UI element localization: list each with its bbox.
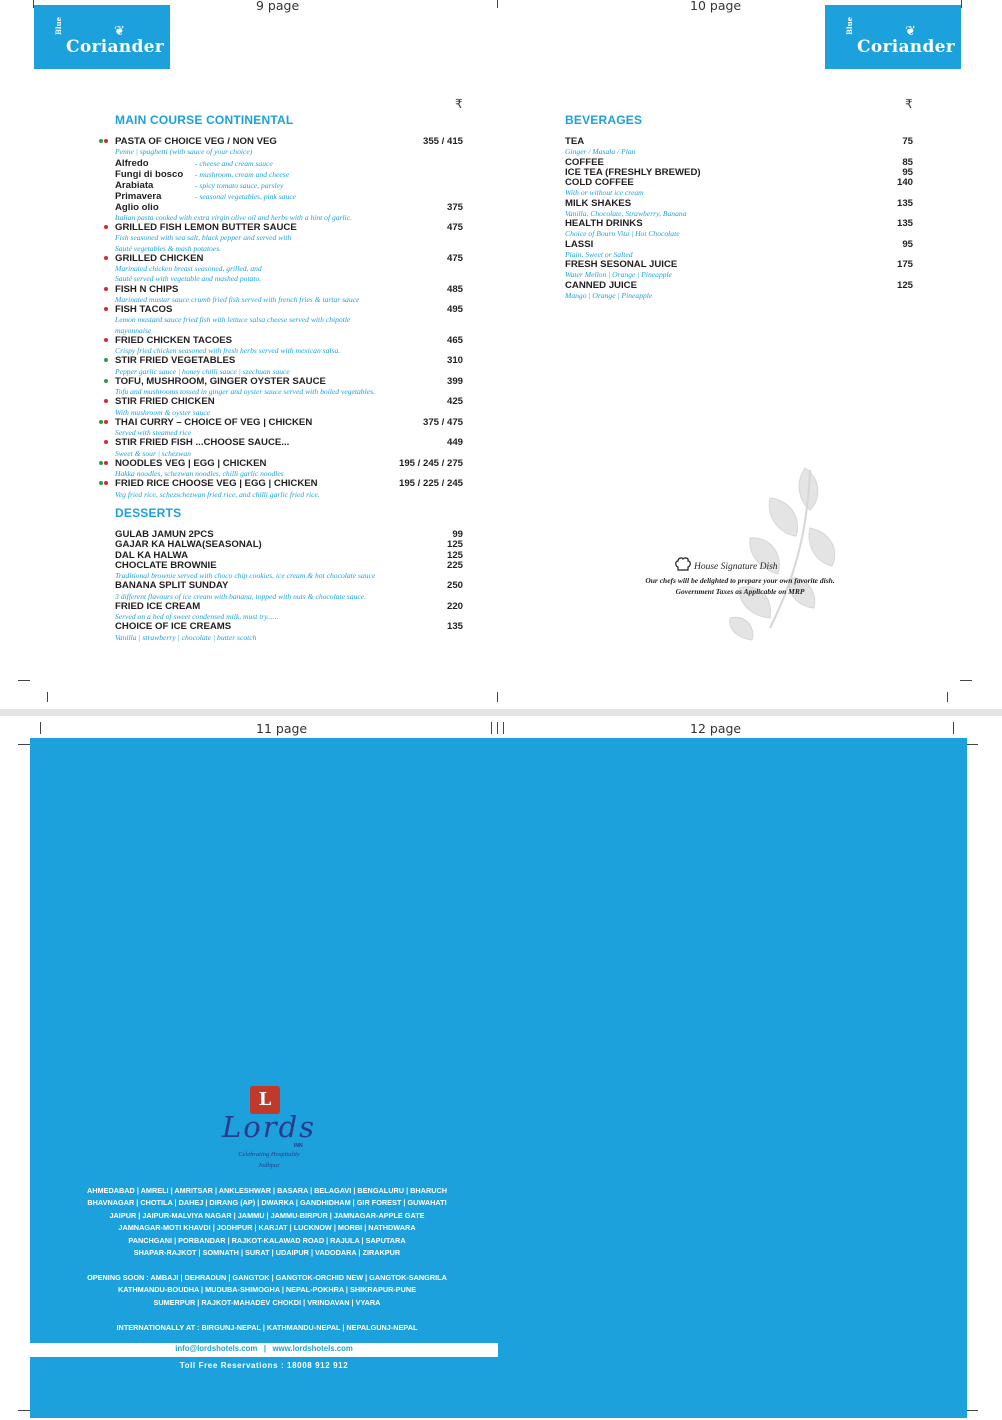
crop-mark: [497, 0, 498, 8]
veg-nonveg-indicator-icon: [99, 338, 113, 344]
menu-item-name: GAJAR KA HALWA(SEASONAL): [115, 539, 262, 551]
menu-item-name: STIR FRIED VEGETABLES: [115, 355, 236, 367]
menu-sub-option-description: - mushroom, cream and cheese: [195, 169, 290, 179]
main-course-title: MAIN COURSE CONTINENTAL: [115, 113, 294, 127]
crop-mark: [18, 1410, 30, 1411]
menu-sub-option: [115, 158, 463, 169]
signature-note-line2: Government Taxes as Applicable on MRP: [675, 586, 805, 596]
crop-mark: [947, 692, 948, 702]
main-course-list: [115, 137, 463, 500]
menu-item-price: 425: [446, 396, 463, 408]
menu-sub-option-name: Arabiata: [115, 180, 154, 192]
locations-list: [60, 1185, 474, 1259]
menu-item-price: 125: [446, 539, 463, 551]
menu-item-description: Served on a bed of sweet condensed milk, must try......: [115, 612, 279, 622]
crop-mark: [47, 692, 48, 702]
menu-item: [565, 178, 913, 188]
menu-item-description: Tofu and mushrooms tossed in ginger and oyster sauce served with boiled vegetables.: [115, 387, 375, 397]
menu-item-description: mayonnaise: [115, 325, 152, 335]
menu-item-name: MILK SHAKES: [565, 197, 632, 209]
veg-nonveg-indicator-icon: [99, 461, 113, 467]
menu-item-description: Choice of Bourn Vita | Hot Chocolate: [565, 229, 680, 239]
menu-item-description: Marinated mustar sauce crumb fried fish served with french fries & tartar sauce: [115, 294, 360, 304]
menu-item-name: STIR FRIED CHICKEN: [115, 396, 215, 408]
menu-item-description: Mango | Orange | Pineapple: [565, 290, 653, 300]
coriander-leaf-illustration: [710, 458, 860, 648]
menu-item-price: 175: [896, 259, 913, 271]
menu-item-description: Water Mellon | Orange | Pineapple: [565, 270, 673, 280]
menu-item-price: 125: [446, 549, 463, 561]
menu-item-description: With or without ice cream: [565, 188, 644, 198]
crop-mark: [40, 722, 41, 734]
veg-nonveg-indicator-icon: [99, 440, 113, 446]
menu-item-name: GRILLED FISH LEMON BUTTER SAUCE: [115, 222, 297, 234]
veg-nonveg-indicator-icon: [99, 139, 113, 145]
menu-item-description: Ginger / Masala / Plan: [565, 147, 636, 157]
menu-item-name: FISH N CHIPS: [115, 283, 179, 295]
menu-item-description: Pepper garlic sauce | honey chilli sauce | szechuan sauce: [115, 366, 290, 376]
menu-item: [115, 581, 463, 591]
menu-item-price: 135: [446, 621, 463, 633]
menu-item-price: 485: [446, 283, 463, 295]
menu-item-name: FISH TACOS: [115, 304, 173, 316]
crop-mark: [961, 0, 962, 8]
menu-item-description: Vanilla | strawberry | chocolate | butter scotch: [115, 632, 257, 642]
menu-item: [565, 219, 913, 229]
menu-item-description: Sauté vegetables & mash potatoes.: [115, 243, 222, 253]
desserts-title: DESSERTS: [115, 506, 182, 520]
menu-item-name: CANNED JUICE: [565, 279, 637, 291]
menu-item-name: GRILLED CHICKEN: [115, 252, 204, 264]
menu-sub-option: [115, 169, 463, 180]
menu-item-name: HEALTH DRINKS: [565, 218, 643, 230]
menu-sub-option-description: - seasonal vegetables, pink sauce: [195, 192, 297, 202]
menu-sub-option-description: - cheese and cream sauce: [195, 158, 273, 168]
menu-item: [115, 397, 463, 407]
menu-item-name: FRIED CHICKEN TACOES: [115, 334, 233, 346]
location-line: JAMNAGAR-MOTI KHAVDI | JODHPUR | KARJAT | LUCKNOW | MORBI | NATHDWARA: [118, 1223, 416, 1233]
menu-item: [565, 260, 913, 270]
menu-item-name: PASTA OF CHOICE VEG / NON VEG: [115, 136, 277, 147]
menu-item: [565, 199, 913, 209]
menu-item-name: FRIED ICE CREAM: [115, 600, 201, 612]
signature-label: House Signature Dish: [694, 562, 778, 572]
menu-sub-option-description: - spicy tomato sauce, parsley: [195, 181, 284, 191]
menu-item-description: Marinated chicken breast seasoned, grilled, and: [115, 264, 262, 274]
toll-free-reservations: Toll Free Reservations : 18008 912 912: [179, 1361, 349, 1370]
menu-item-name: CHOCLATE BROWNIE: [115, 559, 217, 571]
menu-item-price: 449: [446, 437, 463, 449]
crop-mark: [966, 744, 978, 745]
menu-item-price: 195 / 225 / 245: [398, 478, 463, 490]
signature-note: [600, 576, 880, 597]
menu-item-description: Traditional brownie served with choco chip cookies, ice cream & hot chocolate sauce: [115, 571, 376, 581]
menu-item-price: 475: [446, 222, 463, 234]
crop-mark: [960, 680, 972, 681]
veg-nonveg-indicator-icon: [99, 307, 113, 313]
location-line: AHMEDABAD | AMRELI | AMRITSAR | ANKLESHWAR | BASARA | BELAGAVI | BENGALURU | BHARUCH: [86, 1186, 448, 1195]
veg-nonveg-indicator-icon: [99, 225, 113, 231]
menu-item-name: TEA: [565, 136, 585, 147]
menu-item-name: DAL KA HALWA: [115, 549, 189, 561]
menu-item: [115, 418, 463, 428]
veg-nonveg-indicator-icon: [99, 399, 113, 405]
rupee-symbol: ₹: [455, 97, 463, 111]
menu-item-name: CHOICE OF ICE CREAMS: [115, 621, 232, 633]
page-number-12: 12 page: [690, 721, 742, 736]
logo-blue-text: Blue: [845, 16, 854, 35]
location-line: OPENING SOON : AMBAJI | DEHRADUN | GANGTOK | GANGTOK-ORCHID NEW | GANGTOK-SANGRILA: [87, 1273, 447, 1282]
sheet-divider: [0, 709, 1002, 716]
menu-item-price: 95: [902, 238, 913, 250]
menu-item-name: ICE TEA (FRESHLY BREWED): [565, 166, 701, 178]
menu-item-price: 140: [896, 177, 913, 189]
location-line: JAIPUR | JAIPUR-MALVIYA NAGAR | JAMMU | JAMMU-BIRPUR | JAMNAGAR-APPLE GATE: [109, 1210, 425, 1220]
menu-item-name: THAI CURRY – CHOICE OF VEG | CHICKEN: [115, 416, 313, 428]
menu-item: [115, 223, 463, 233]
desserts-list: [115, 530, 463, 643]
location-line: SUMERPUR | RAJKOT-MAHADEV CHOKDI | VRINDAVAN | VYARA: [153, 1297, 381, 1307]
crop-mark: [953, 722, 954, 734]
menu-item-price: 95: [902, 166, 913, 178]
location-line: PANCHGANI | PORBANDAR | RAJKOT-KALAWAD ROAD | RAJULA | SAPUTARA: [128, 1235, 406, 1245]
menu-item-name: LASSI: [565, 238, 594, 250]
menu-item-description: Crispy fried chicken seasoned with fresh herbs served with mexican salsa.: [115, 346, 341, 356]
menu-item-description: 3 different flavours of ice cream with banana, topped with nuts & chocolate sauce.: [115, 591, 367, 601]
menu-item-name: FRESH SESONAL JUICE: [565, 259, 678, 271]
beverages-list: [565, 137, 913, 301]
menu-item-price: 225: [446, 559, 463, 571]
menu-item: [115, 479, 463, 489]
logo-name: Coriander: [857, 37, 956, 57]
chef-hat-icon: [674, 556, 692, 572]
menu-item: [115, 254, 463, 264]
menu-sub-option-name: Fungi di bosco: [115, 168, 184, 180]
location-line: KATHMANDU-BOUDHA | MUDUBA-SHIMOGHA | NEPAL-POKHRA | SHIKRAPUR-PUNE: [117, 1285, 417, 1295]
menu-sub-option-name: Alfredo: [115, 157, 149, 169]
menu-item-description: Vanilla, Chocolate, Strawberry, Banana: [565, 208, 687, 218]
menu-item-description: Fish seasoned with sea salt, black pepper and served with: [115, 233, 292, 243]
menu-item-price: 375: [446, 201, 463, 213]
menu-item-description: Sauté served with vegetable and mashed potato.: [115, 274, 262, 284]
page-number-9: 9 page: [256, 0, 300, 13]
veg-nonveg-indicator-icon: [99, 481, 113, 487]
menu-item-price: 399: [446, 375, 463, 387]
menu-item: [115, 459, 463, 469]
menu-item-description: Penne | spaghetti (with sauce of your choice): [115, 147, 253, 157]
lords-city: Jodhpur: [258, 1162, 280, 1169]
lords-tagline: Celebrating Hospitality: [238, 1151, 300, 1158]
menu-sub-option-name: Primavera: [115, 191, 162, 203]
coriander-logo-left: [34, 5, 170, 69]
menu-item-description: With mushroom & oyster sauce: [115, 407, 211, 417]
menu-item: [115, 622, 463, 632]
leaf-icon: ❦: [905, 23, 916, 38]
veg-nonveg-indicator-icon: [99, 287, 113, 293]
page-number-10: 10 page: [690, 0, 742, 13]
menu-item: [565, 281, 913, 291]
location-line: BHAVNAGAR | CHOTILA | DAHEJ | DIRANG (AP) | DWARKA | GANDHIDHAM | GIR FOREST | GUWAHATI: [87, 1198, 447, 1208]
lords-inn: INN: [294, 1143, 303, 1149]
crop-mark: [966, 1410, 978, 1411]
logo-name: Coriander: [66, 37, 165, 57]
signature-note-line1: Our chefs will be delighted to prepare your own favorite dish.: [645, 576, 835, 585]
menu-item: [115, 356, 463, 366]
menu-item: [115, 438, 463, 448]
menu-item-price: 135: [896, 218, 913, 230]
menu-item: [115, 377, 463, 387]
menu-item-price: 125: [896, 279, 913, 291]
menu-item: [565, 137, 913, 147]
crop-mark: [18, 744, 30, 745]
veg-nonveg-indicator-icon: [99, 420, 113, 426]
opening-soon-list: [60, 1272, 474, 1309]
menu-item-description: Italian pasta cooked with extra virgin olive oil and herbs with a hint of garlic.: [115, 212, 353, 222]
menu-item-description: Sweet & sour | schezwan: [115, 448, 191, 458]
menu-item-name: BANANA SPLIT SUNDAY: [115, 580, 229, 592]
page-number-11: 11 page: [256, 721, 308, 736]
logo-blue-text: Blue: [54, 16, 63, 35]
menu-item-price: 220: [446, 600, 463, 612]
menu-item: [115, 285, 463, 295]
menu-item-price: 250: [446, 580, 463, 592]
menu-item-price: 85: [902, 156, 913, 168]
menu-item-name: NOODLES VEG | EGG | CHICKEN: [115, 457, 267, 469]
menu-item-price: 355 / 415: [422, 136, 463, 147]
menu-item-price: 195 / 245 / 275: [398, 457, 463, 469]
menu-item-price: 135: [896, 197, 913, 209]
menu-item-price: 465: [446, 334, 463, 346]
menu-item-description: Veg fried rice, schezschezwan fried rice, and chilli garlic fried rice.: [115, 489, 320, 499]
menu-item-name: TOFU, MUSHROOM, GINGER OYSTER SAUCE: [115, 375, 326, 387]
menu-item: [115, 203, 463, 213]
beverages-title: BEVERAGES: [565, 113, 643, 127]
crop-mark: [491, 722, 492, 734]
menu-item-price: 475: [446, 252, 463, 264]
menu-item-description: Plain, Sweet or Salted: [565, 249, 633, 259]
menu-item-price: 375 / 475: [422, 416, 463, 428]
menu-sub-option: [115, 191, 463, 202]
menu-item-name: COLD COFFEE: [565, 177, 634, 189]
location-line: SHAPAR-RAJKOT | SOMNATH | SURAT | UDAIPUR | VADODARA | ZIRAKPUR: [133, 1248, 401, 1258]
menu-item-description: Hakka noodles, schezwan noodles, chilli garlic noodles: [115, 469, 284, 479]
menu-item-name: COFFEE: [565, 156, 604, 168]
menu-item-price: 75: [902, 136, 913, 147]
crop-mark: [497, 692, 498, 702]
menu-item-name: STIR FRIED FISH ...CHOOSE SAUCE...: [115, 437, 290, 449]
menu-item-name: FRIED RICE CHOOSE VEG | EGG | CHICKEN: [115, 478, 318, 490]
menu-sub-option: [115, 180, 463, 191]
veg-nonveg-indicator-icon: [99, 256, 113, 262]
veg-nonveg-indicator-icon: [99, 358, 113, 364]
contact-info[interactable]: info@lordshotels.com | www.lordshotels.com: [175, 1344, 353, 1353]
lords-name: Lords: [221, 1110, 317, 1144]
coriander-logo-right: [825, 5, 961, 69]
leaf-icon: ❦: [114, 23, 125, 38]
crop-mark: [503, 722, 504, 734]
crop-mark: [497, 722, 498, 734]
menu-item-price: 495: [446, 304, 463, 316]
menu-item-name: GULAB JAMUN 2PCS: [115, 529, 214, 540]
menu-item: [115, 305, 463, 315]
international-locations: INTERNATIONALLY AT : BIRGUNJ-NEPAL | KATHMANDU-NEPAL | NEPALGUNJ-NEPAL: [116, 1323, 418, 1332]
menu-item: [115, 602, 463, 612]
menu-item-price: 99: [452, 529, 463, 540]
rupee-symbol: ₹: [905, 97, 913, 111]
menu-item: [115, 336, 463, 346]
menu-item: [115, 137, 463, 147]
menu-item-description: Lemon mustard sauce fried fish with lettuce salsa cheese served with chipotle: [115, 315, 351, 325]
menu-item-description: Served with steamed rice: [115, 428, 192, 438]
back-cover-background: [30, 738, 967, 1418]
menu-item-price: 310: [446, 355, 463, 367]
veg-nonveg-indicator-icon: [99, 379, 113, 385]
crop-mark: [18, 680, 30, 681]
lords-logo-letter: L: [258, 1089, 272, 1110]
menu-item: [115, 561, 463, 571]
menu-item-name: Aglio olio: [115, 201, 159, 213]
menu-item: [565, 240, 913, 250]
